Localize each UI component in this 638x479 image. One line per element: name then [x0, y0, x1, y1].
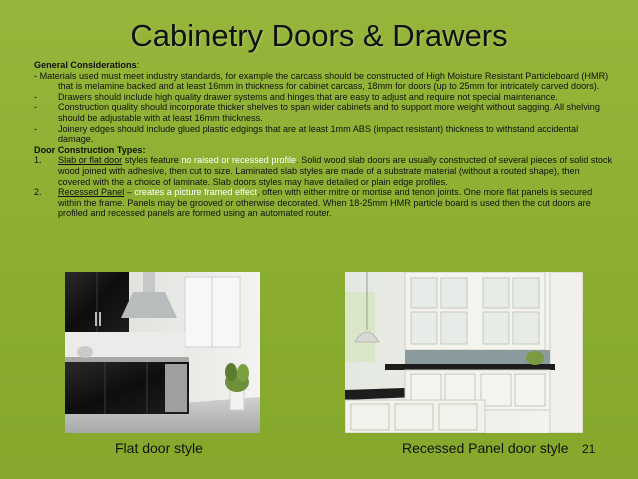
- general-item-3: - Construction quality should incorporate thicker shelves to span wider cabinets and to support more weight without sagging. All shelving should be adjustable with at least 16mm thickness.: [34, 102, 600, 123]
- slab-highlight: no raised or recessed profile: [181, 155, 297, 166]
- flat-door-caption: Flat door style: [115, 440, 203, 456]
- flat-door-kitchen-photo: [65, 272, 260, 433]
- general-item-2: - Drawers should include high quality drawer systems and hinges that are easy to adjust and require not special maintenance.: [34, 91, 558, 102]
- recessed-highlight: creates a picture framed effect: [134, 187, 258, 198]
- general-considerations-heading: General Considerations:: [34, 60, 140, 70]
- construction-item-slab: 1. Slab or flat door styles feature no raised or recessed profile. Solid wood slab doors are usually constructed of several pieces of solid stock wood joined with adhesive, then cut to size. Laminated slab styles are made of a substrate material (without a routed shape), then covered with the a choice of laminate. Slab doors styles may have detailed or plain edge profiles.: [34, 155, 613, 187]
- slide-number: 21: [582, 442, 596, 456]
- slide-title: Cabinetry Doors & Drawers: [130, 18, 508, 53]
- recessed-panel-caption: Recessed Panel door style: [402, 440, 569, 456]
- body-text: [34, 60, 614, 219]
- door-construction-heading: Door Construction Types:: [34, 144, 146, 155]
- recessed-panel-link[interactable]: Recessed Panel: [58, 187, 125, 198]
- flat-door-kitchen-illustration: [65, 272, 260, 433]
- general-item-4: - Joinery edges should include glued plastic edgings that are at least 1mm ABS (impact resistant) thickness to withstand accidental damage.: [34, 123, 579, 145]
- construction-item-recessed: 2. Recessed Panel – creates a picture framed effect, often with either mitre or mortise and tenon joints. One more flat panels is secured within the frame. Panels may be grooved or otherwise decorated. When 18-25mm HMR particle board is used then the cut doors are profiled and recessed panels are formed using an automated router.: [34, 187, 593, 219]
- general-item-1: - Materials used must meet industry standards, for example the carcass should be constructed of High Moisture Resistant Particleboard (HMR) that is melamine backed and at least 16mm in thickness for cabinet carcass, 18mm for doors (up to 25mm for intricately carved doors).: [34, 70, 609, 92]
- slab-door-link[interactable]: Slab or flat door: [58, 155, 123, 166]
- recessed-panel-kitchen-photo: [345, 272, 583, 433]
- recessed-panel-kitchen-illustration: [345, 272, 583, 433]
